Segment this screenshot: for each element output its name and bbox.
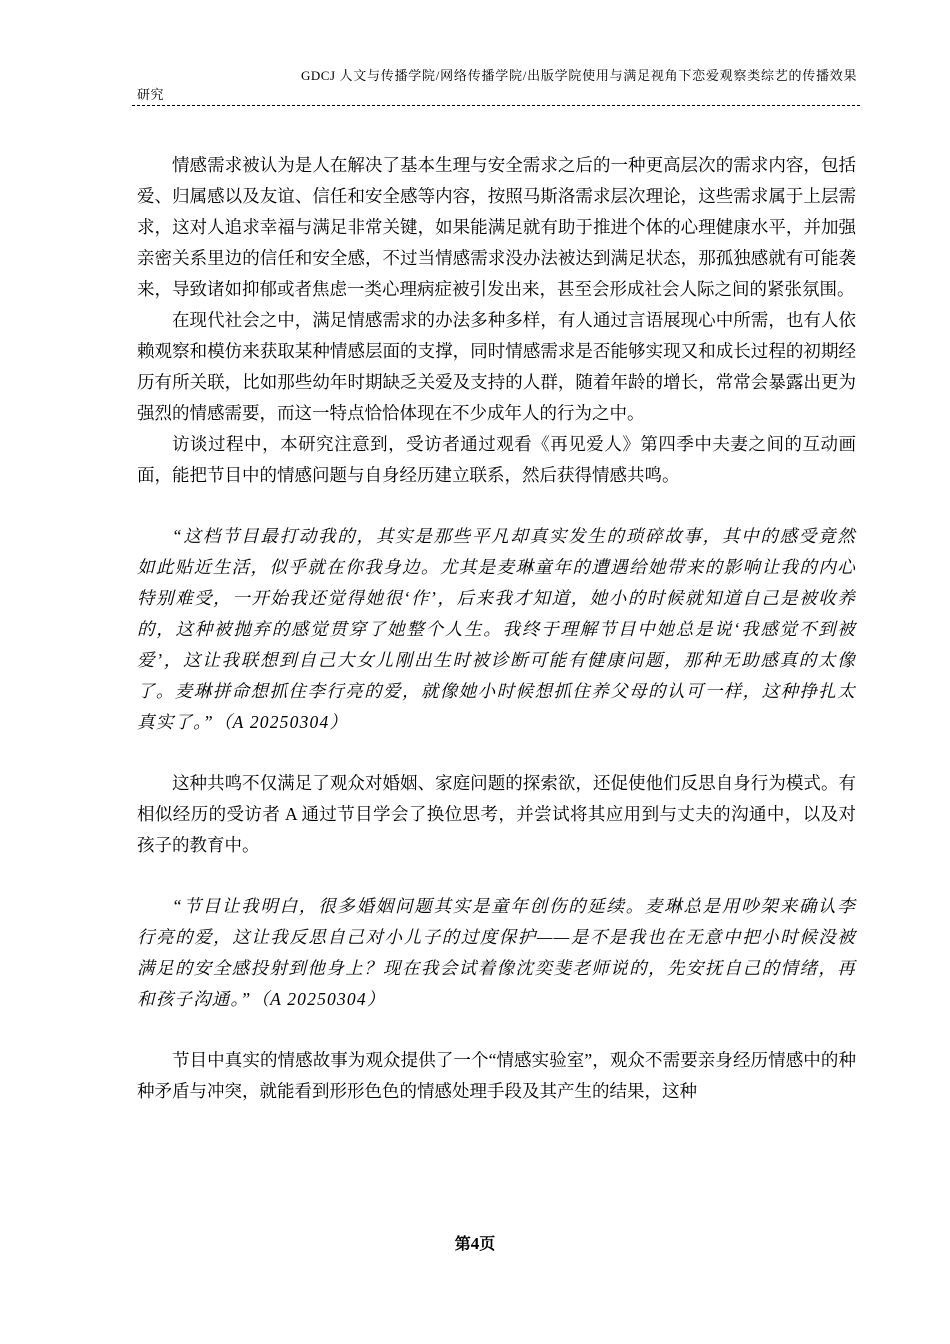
header-text: GDCJ 人文与传播学院/网络传播学院/出版学院使用与满足视角下恋爱观察类综艺的传播效果研究: [137, 68, 857, 102]
header-divider: [132, 105, 860, 106]
page-header: [137, 66, 857, 104]
paragraph: 访谈过程中，本研究注意到，受访者通过观看《再见爱人》第四季中夫妻之间的互动画面，能把节目中的情感问题与自身经历建立联系，然后获得情感共鸣。: [137, 434, 856, 485]
paragraph: 节目中真实的情感故事为观众提供了一个“情感实验室”，观众不需要亲身经历情感中的种种矛盾与冲突，就能看到形形色色的情感处理手段及其产生的结果，这种: [137, 1050, 856, 1101]
page-number: 4: [470, 1234, 480, 1253]
paragraph: 在现代社会之中，满足情感需求的办法多种多样，有人通过言语展现心中所需，也有人依赖观察和模仿来获取某种情感层面的支撑，同时情感需求是否能够实现又和成长过程的初期经历有所关联，比如那些幼年时期缺乏关爱及支持的人群，随着年龄的增长，常常会暴露出更为强烈的情感需要，而这一特点恰恰体现在不少成年人的行为之中。: [137, 310, 856, 423]
document-body: [137, 150, 856, 1107]
page-number-prefix: 第: [454, 1236, 471, 1253]
page-number-label: [455, 1236, 496, 1253]
page-number-suffix: 页: [479, 1236, 496, 1253]
paragraph: 情感需求被认为是人在解决了基本生理与安全需求之后的一种更高层次的需求内容，包括爱、归属感以及友谊、信任和安全感等内容，按照马斯洛需求层次理论，这些需求属于上层需求，这对人追求幸福与满足非常关键，如果能满足就有助于推进个体的心理健康水平，并加强亲密关系里边的信任和安全感，不过当情感需求没办法被达到满足状态，那孤独感就有可能袭来，导致诸如抑郁或者焦虑一类心理病症被引发出来，甚至会形成社会人际之间的紧张氛围。: [137, 155, 856, 299]
quote-paragraph: “这档节目最打动我的，其实是那些平凡却真实发生的琐碎故事，其中的感受竟然如此贴近生活，似乎就在你我身边。尤其是麦琳童年的遭遇给她带来的影响让我的内心特别难受，一开始我还觉得她很‘作’，后来我才知道，她小的时候就知道自己是被收养的，这种被抛弃的感觉贯穿了她整个人生。我终于理解节目中她总是说‘我感觉不到被爱’，这让我联想到自己大女儿刚出生时被诊断可能有健康问题，那种无助感真的太像了。麦琳拼命想抓住李行亮的爱，就像她小时候想抓住养父母的认可一样，这种挣扎太真实了。”（A 20250304）: [137, 526, 856, 732]
quote-paragraph: “节目让我明白，很多婚姻问题其实是童年创伤的延续。麦琳总是用吵架来确认李行亮的爱，这让我反思自己对小儿子的过度保护——是不是我也在无意中把小时候没被满足的安全感投射到他身上？现在我会试着像沈奕斐老师说的，先安抚自己的情绪，再和孩子沟通。”（A 20250304）: [137, 896, 856, 1009]
page-footer: [0, 1231, 950, 1254]
paragraph: 这种共鸣不仅满足了观众对婚姻、家庭问题的探索欲，还促使他们反思自身行为模式。有相似经历的受访者 A 通过节目学会了换位思考，并尝试将其应用到与丈夫的沟通中，以及对孩子的教育中。: [137, 773, 856, 855]
